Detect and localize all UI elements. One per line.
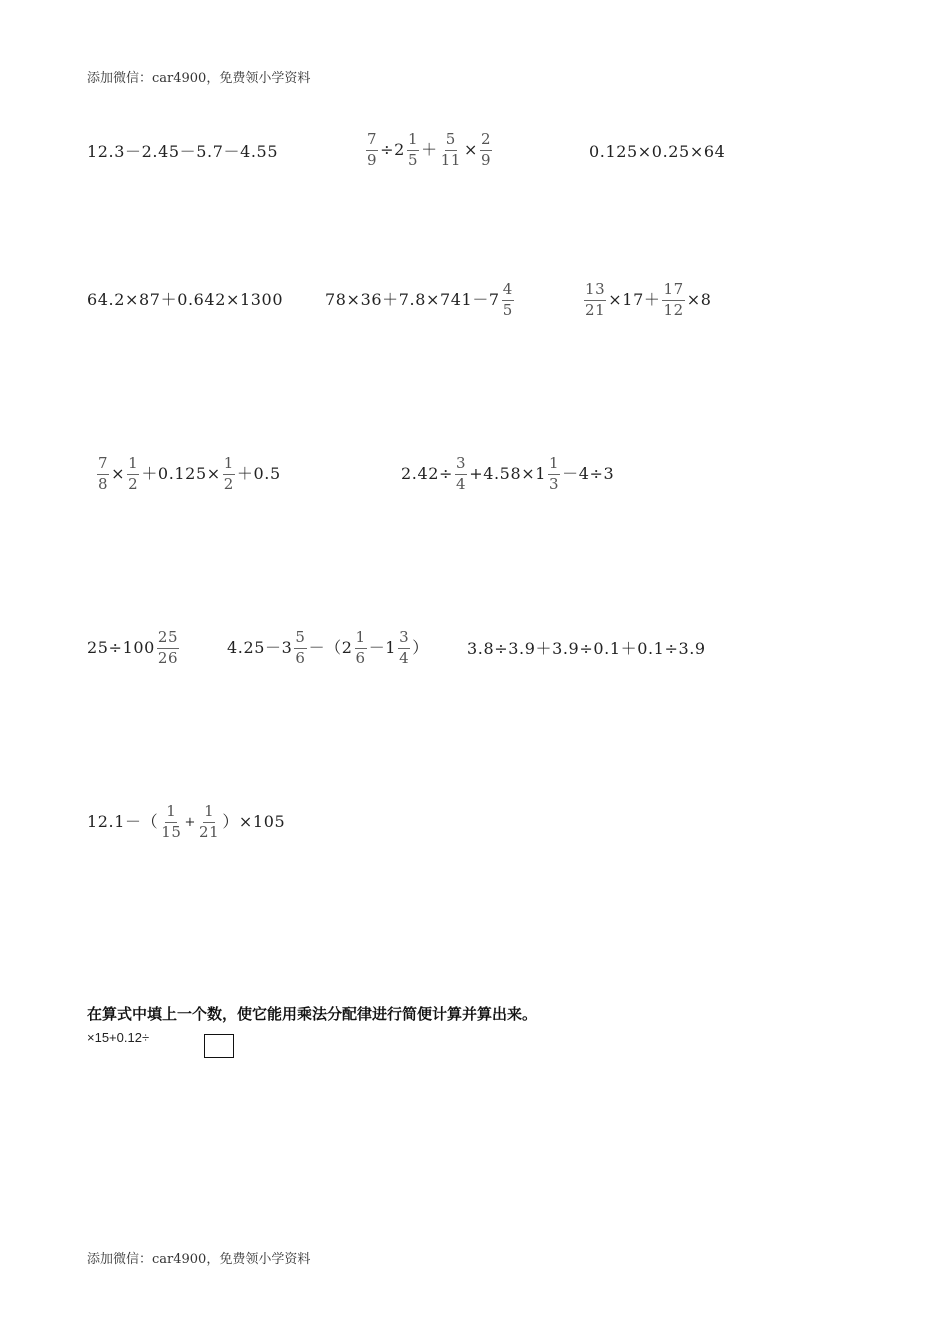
fraction: $\frac{17}{12}$ <box>663 280 684 319</box>
problem-8: 2.42÷ $\frac{3}{4}$ +4.58×1 $\frac{1}{3}$ －4÷3 <box>401 454 615 493</box>
answer-box[interactable] <box>204 1034 234 1058</box>
fraction: $\frac{3}{4}$ <box>456 454 467 493</box>
problem-10: 4.25－3 $\frac{5}{6}$ －（2 $\frac{1}{6}$ －1 $\frac{3}{4}$ ） <box>227 628 429 667</box>
problem-7: $\frac{7}{8}$ × $\frac{1}{2}$ ＋0.125× $\frac{1}{2}$ ＋0.5 <box>98 454 281 493</box>
fraction: $\frac{5}{6}$ <box>295 628 306 667</box>
instruction-text: 在算式中填上一个数，使它能用乘法分配律进行简便计算并算出来。 <box>87 1005 538 1023</box>
problem-1: 12.3－2.45－5.7－4.55 <box>87 142 279 161</box>
page-footer: 添加微信：car4900，免费领小学资料 <box>87 1252 311 1267</box>
fraction: $\frac{3}{4}$ <box>399 628 410 667</box>
fraction: $\frac{1}{2}$ <box>223 454 234 493</box>
problem-5: 78×36＋7.8×741－7 $\frac{4}{5}$ <box>325 280 513 319</box>
problem-3: 0.125×0.25×64 <box>589 142 726 161</box>
problem-6: $\frac{13}{21}$ ×17＋ $\frac{17}{12}$ ×8 <box>585 280 712 319</box>
fraction: $\frac{1}{15}$ <box>161 802 182 841</box>
fraction: $\frac{4}{5}$ <box>502 280 513 319</box>
fraction: $\frac{1}{5}$ <box>407 130 419 169</box>
fraction: $\frac{1}{3}$ <box>549 454 560 493</box>
fraction: $\frac{2}{9}$ <box>481 130 492 169</box>
problem-2: $\frac{7}{9}$ ÷2 $\frac{1}{5}$ ＋ $\frac{5}{11}$ × $\frac{2}{9}$ <box>367 130 492 169</box>
blank-equation: ×15+0.12÷ <box>87 1030 150 1045</box>
fraction: $\frac{1}{2}$ <box>128 454 139 493</box>
problem-4: 64.2×87＋0.642×1300 <box>87 290 284 309</box>
problem-12: 12.1－（ $\frac{1}{15}$ + $\frac{1}{21}$ ）×105 <box>87 802 286 841</box>
fraction: $\frac{5}{11}$ <box>440 130 462 169</box>
fraction: $\frac{25}{26}$ <box>157 628 179 667</box>
fraction: $\frac{13}{21}$ <box>585 280 606 319</box>
fraction: $\frac{1}{6}$ <box>355 628 366 667</box>
fraction: $\frac{7}{8}$ <box>98 454 109 493</box>
problem-9: 25÷100 $\frac{25}{26}$ <box>87 628 179 667</box>
fraction: $\frac{7}{9}$ <box>367 130 378 169</box>
fraction: $\frac{1}{21}$ <box>199 802 220 841</box>
page-header: 添加微信：car4900，免费领小学资料 <box>87 71 311 86</box>
problem-11: 3.8÷3.9＋3.9÷0.1＋0.1÷3.9 <box>467 639 706 658</box>
